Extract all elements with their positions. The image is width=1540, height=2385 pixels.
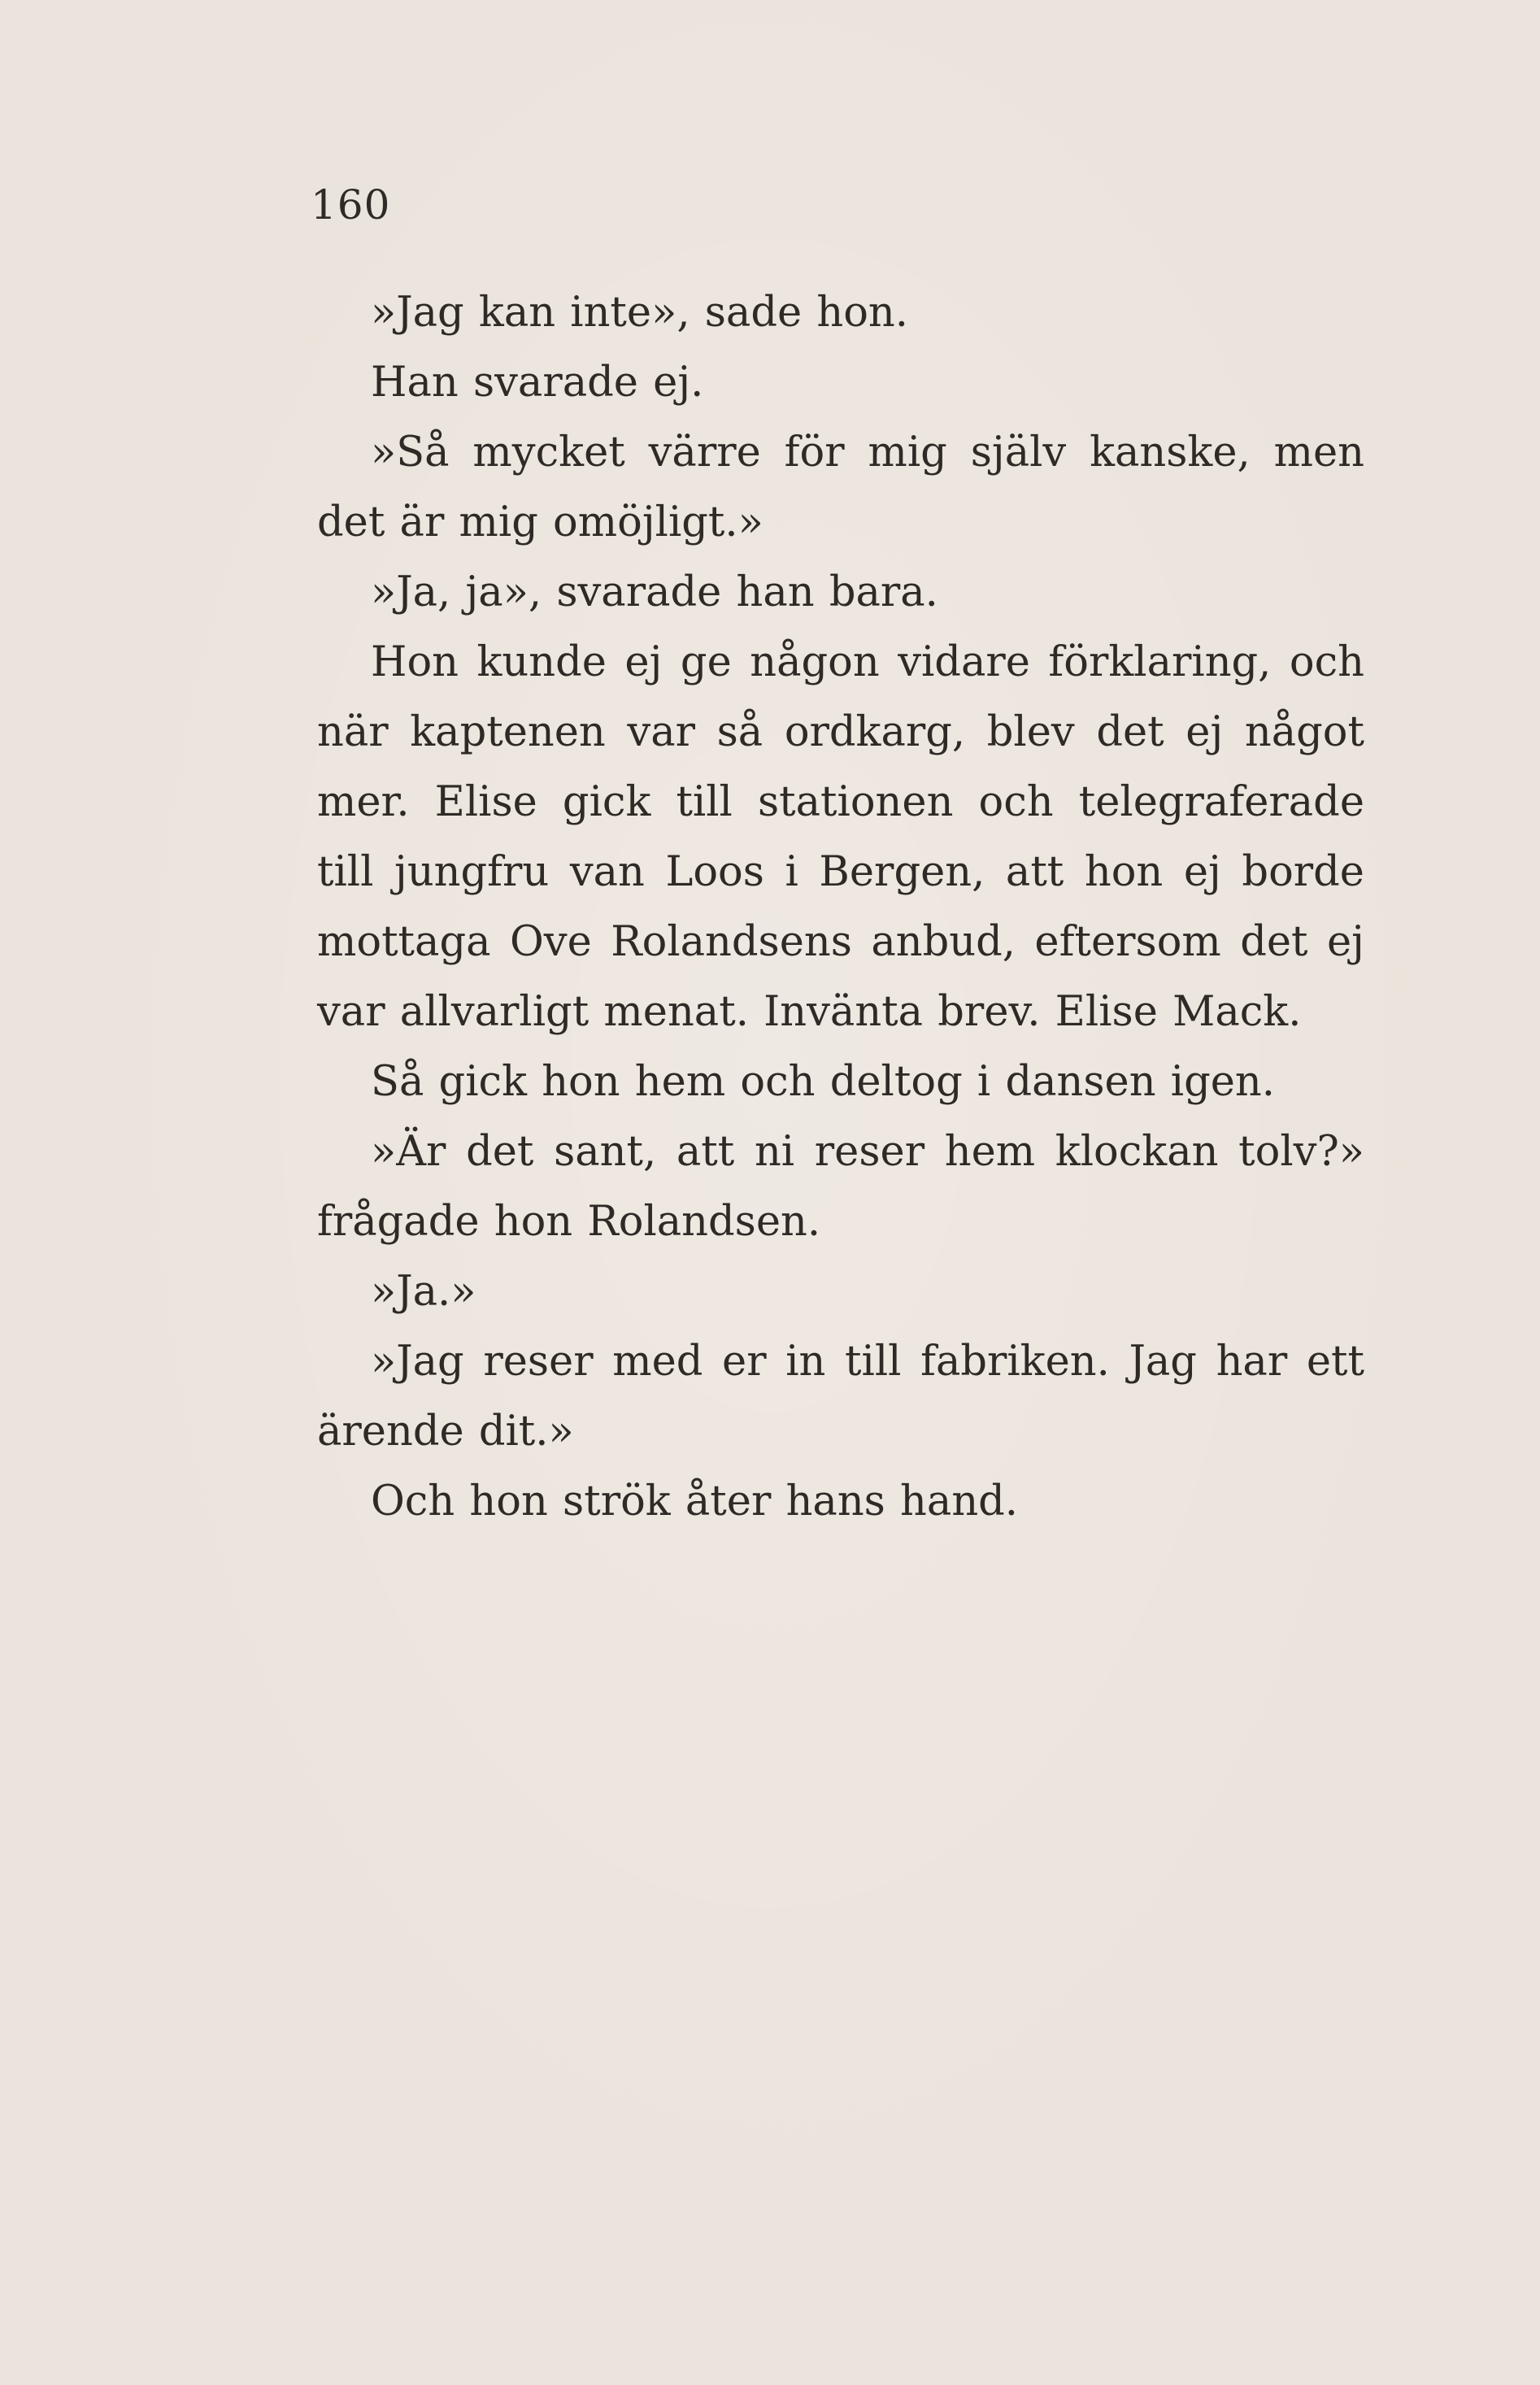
paragraph-5: Hon kunde ej ge någon vidare förklaring, och när kaptenen var så ordkarg, blev det ej något mer. Elise gick till stationen och telegraferade till jungfru van Loos i Bergen, att hon ej borde mottaga Ove Rolandsens anbud, eftersom det ej var allvarligt menat. Invänta brev. Elise Mack. <box>317 638 1364 1036</box>
paragraph-3: »Så mycket värre för mig själv kanske, men det är mig omöjligt.» <box>317 429 1364 546</box>
page-number: 160 <box>311 181 391 228</box>
paragraph-7: »Är det sant, att ni reser hem klockan tolv?» frågade hon Rolandsen. <box>317 1128 1364 1246</box>
paragraph-2: Han svarade ej. <box>371 359 704 407</box>
body-text <box>317 278 1364 1537</box>
paragraph-4: »Ja, ja», svarade han bara. <box>371 568 938 616</box>
paragraph-9: »Jag reser med er in till fabriken. Jag har ett ärende dit.» <box>317 1338 1364 1456</box>
paragraph-1: »Jag kan inte», sade hon. <box>371 289 908 337</box>
paragraph-10: Och hon strök åter hans hand. <box>371 1478 1019 1525</box>
paragraph-6: Så gick hon hem och deltog i dansen igen. <box>371 1058 1275 1106</box>
paragraph-8: »Ja.» <box>371 1268 476 1316</box>
